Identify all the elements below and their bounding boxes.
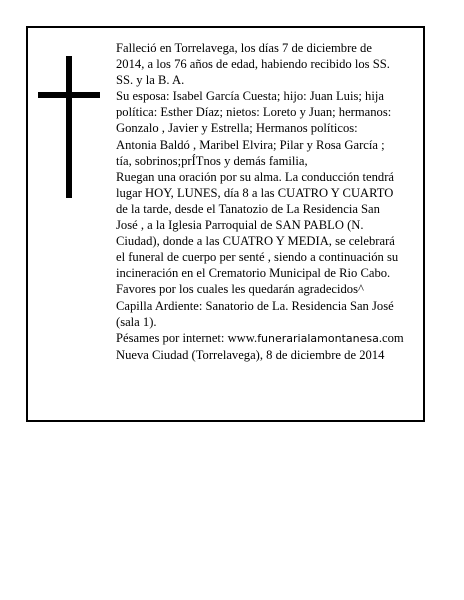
- internet-line: [116, 330, 416, 347]
- text-line: (sala 1).: [116, 314, 157, 329]
- text-line: tía, sobrinos;prÍTnos y demás familia,: [116, 153, 308, 168]
- internet-domain: funerarialamontanesa: [257, 331, 379, 345]
- cross-vertical-bar: [66, 56, 72, 198]
- closing-line: Nueva Ciudad (Torrelavega), 8 de diciembre de 2014: [116, 347, 385, 362]
- text-line: Antonia Baldó , Maribel Elvira; Pilar y Rosa García ;: [116, 137, 385, 152]
- obituary-text: [116, 40, 416, 363]
- text-line: de la tarde, desde el Tanatozio de La Residencia San: [116, 201, 380, 216]
- internet-suffix: .com: [378, 330, 404, 345]
- text-line: Favores por los cuales les quedarán agradecidos^: [116, 282, 364, 297]
- text-line: Capilla Ardiente: Sanatorio de La. Residencia San José: [116, 298, 394, 313]
- text-line: Su esposa: Isabel García Cuesta; hijo: Juan Luis; hija: [116, 89, 384, 104]
- text-line: el funeral de cuerpo per senté , siendo a continuación su: [116, 250, 399, 265]
- cross-horizontal-bar: [38, 92, 100, 98]
- cross-icon: [38, 56, 100, 198]
- text-line: José , a la Iglesia Parroquial de SAN PABLO (N.: [116, 218, 364, 233]
- obituary-notice: [26, 26, 425, 422]
- text-line: Gonzalo , Javier y Estrella; Hermanos políticos:: [116, 121, 358, 136]
- text-line: lugar HOY, LUNES, día 8 a las CUATRO Y CUARTO: [116, 185, 394, 200]
- text-line: Ruegan una oración por su alma. La conducción tendrá: [116, 169, 395, 184]
- text-line: Falleció en Torrelavega, los días 7 de diciembre de: [116, 41, 372, 55]
- text-line: política: Esther Díaz; nietos: Loreto y Juan; hermanos:: [116, 105, 392, 120]
- internet-prefix: Pésames por internet: www.: [116, 330, 258, 345]
- text-line: 2014, a los 76 años de edad, habiendo recibido los SS.: [116, 57, 390, 72]
- text-line: SS. y la B. A.: [116, 73, 185, 88]
- text-line: Ciudad), donde a las CUATRO Y MEDIA, se celebrará: [116, 234, 395, 249]
- text-line: incineración en el Crematorio Municipal de Rio Cabo.: [116, 266, 391, 281]
